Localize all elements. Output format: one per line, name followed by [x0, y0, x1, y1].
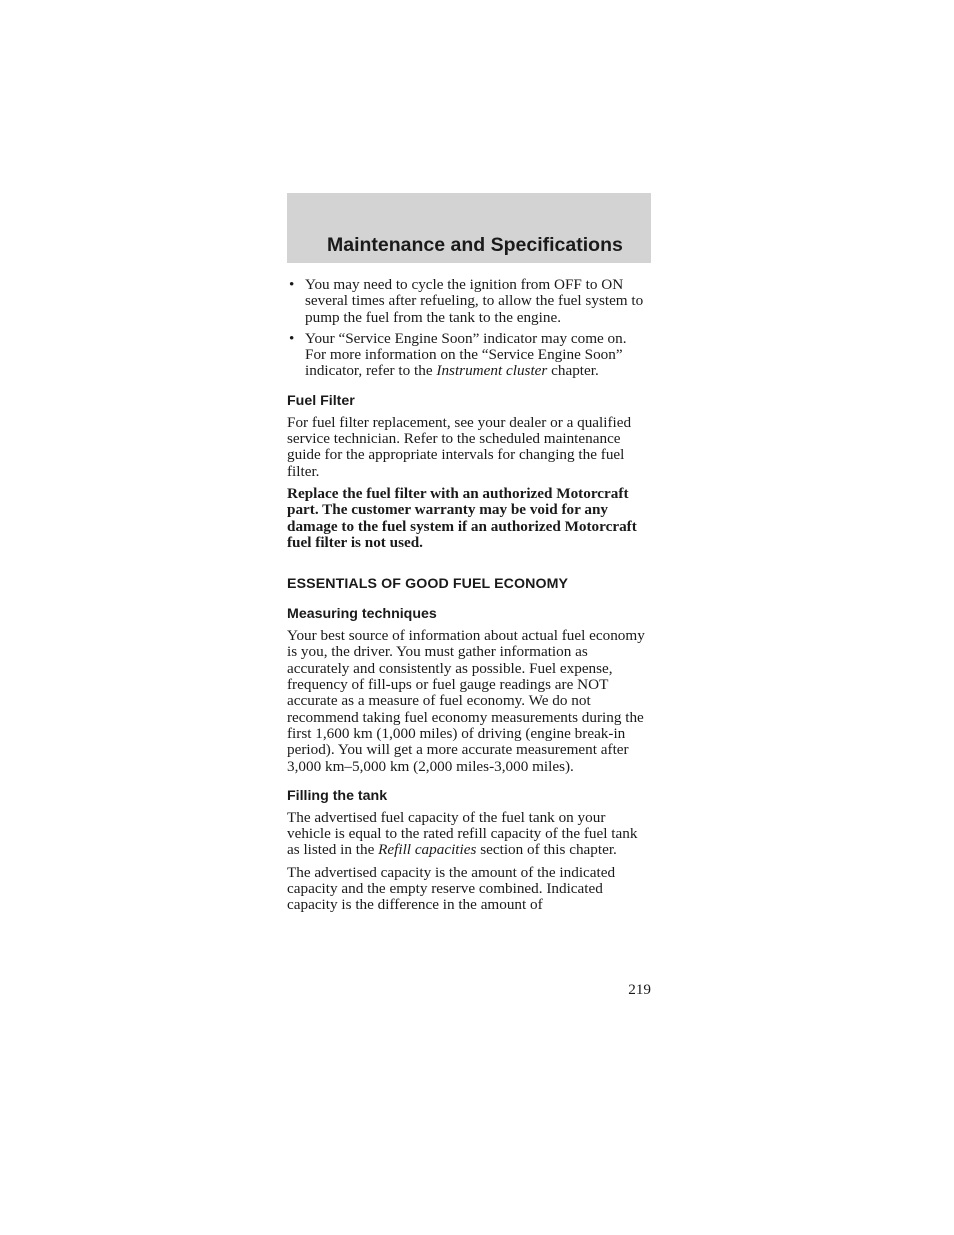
bullet-text-start: Your “Service Engine Soon” indicator may come on. For more information on the “Service Engine Soon” indicator, refer to the: [305, 329, 627, 380]
section-reference: Refill capacities: [378, 841, 477, 859]
bullet-icon: •: [289, 276, 295, 293]
chapter-reference: Instrument cluster: [436, 362, 548, 380]
fuel-economy-heading: ESSENTIALS OF GOOD FUEL ECONOMY: [287, 576, 569, 593]
measuring-paragraph: Your best source of information about actual fuel economy is you, the driver. You must gather information as accurately and consistently as possible. Fuel expense, frequency of fill-ups or fuel gauge readings are NOT accurate as a measure of fuel economy. We do not recommend taking fuel economy measurements during the first 1,600 km (1,000 miles) of driving (engine break-in period). You will get a more accurate measurement after 3,000 km–5,000 km (2,000 miles-3,000 miles).: [287, 627, 645, 775]
filling-text-start: The advertised fuel capacity of the fuel tank on your vehicle is equal to the rated refill capacity of the fuel tank as listed in the: [287, 808, 638, 859]
page-content: [287, 277, 651, 914]
fuel-filter-paragraph: For fuel filter replacement, see your dealer or a qualified service technician. Refer to the scheduled maintenance guide for the appropriate intervals for changing the fuel filter.: [287, 413, 632, 480]
list-item: [287, 331, 651, 380]
manual-page: [287, 193, 651, 920]
page-number: 219: [628, 981, 651, 998]
filling-text-end: section of this chapter.: [476, 841, 617, 859]
measuring-heading: Measuring techniques: [287, 606, 437, 623]
bullet-text-end: chapter.: [547, 362, 599, 380]
section-header-band: [287, 193, 651, 263]
page-title: Maintenance and Specifications: [327, 234, 623, 256]
bullet-list: [287, 277, 651, 380]
list-item: [287, 277, 651, 326]
filling-heading: Filling the tank: [287, 787, 388, 804]
filling-paragraph-2: The advertised capacity is the amount of the indicated capacity and the empty reserve combined. Indicated capacity is the difference in the amount of: [287, 863, 616, 914]
fuel-filter-heading: Fuel Filter: [287, 392, 355, 409]
bullet-icon: •: [289, 329, 295, 347]
filling-paragraph-1: [287, 810, 651, 859]
fuel-filter-warning: Replace the fuel filter with an authorized Motorcraft part. The customer warranty may be void for any damage to the fuel system if an authorized Motorcraft fuel filter is not used.: [287, 484, 637, 551]
bullet-text: You may need to cycle the ignition from OFF to ON several times after refueling, to allow the fuel system to pump the fuel from the tank to the engine.: [305, 276, 644, 326]
